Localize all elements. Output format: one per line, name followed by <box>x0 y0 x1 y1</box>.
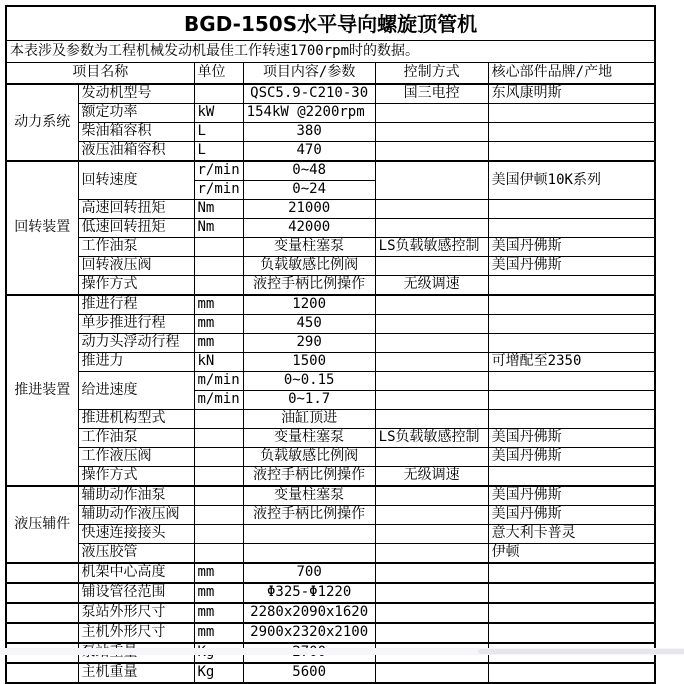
cell-unit: L <box>194 123 243 142</box>
cell-value: 负载敏感比例阀 <box>243 448 375 467</box>
cell-value: 700 <box>243 563 375 583</box>
cell-brand <box>488 410 655 429</box>
cell-item: 柴油箱容积 <box>78 123 194 142</box>
cell-control <box>375 544 488 564</box>
col-header-item-name: 项目名称 <box>6 63 194 85</box>
cell-value: Φ325-Φ1220 <box>243 583 375 603</box>
cell-unit <box>194 429 243 448</box>
cell-item: 回转液压阀 <box>78 257 194 276</box>
table-row <box>6 84 655 104</box>
cell-item: 液压胶管 <box>78 544 194 564</box>
cell-brand <box>488 123 655 142</box>
cell-brand <box>488 583 655 603</box>
cell-unit <box>194 410 243 429</box>
cell-unit: mm <box>194 603 243 623</box>
table-note: 本表涉及参数为工程机械发动机最佳工作转速1700rpm时的数据。 <box>6 41 655 63</box>
cell-group-label <box>6 603 78 623</box>
cell-brand <box>488 219 655 238</box>
cell-control <box>375 623 488 643</box>
cell-item: 操作方式 <box>78 467 194 487</box>
cell-unit <box>194 544 243 564</box>
cell-value <box>243 544 375 564</box>
cell-brand: 东风康明斯 <box>488 84 655 104</box>
cell-control <box>375 161 488 200</box>
cell-unit: L <box>194 142 243 162</box>
cell-item: 辅助动作液压阀 <box>78 506 194 525</box>
cell-control <box>375 448 488 467</box>
table-row <box>6 200 655 219</box>
cell-item: 机架中心高度 <box>78 563 194 583</box>
col-header-control: 控制方式 <box>375 63 488 85</box>
table-row <box>6 544 655 564</box>
cell-item: 推进机构型式 <box>78 410 194 429</box>
cell-value: QSC5.9-C210-30 <box>243 84 375 104</box>
table-row <box>6 142 655 162</box>
cell-group-label: 回转装置 <box>6 161 78 295</box>
cell-unit <box>194 276 243 296</box>
cell-item: 单步推进行程 <box>78 315 194 334</box>
cell-brand <box>488 623 655 643</box>
cell-value: 470 <box>243 142 375 162</box>
cell-brand <box>488 295 655 315</box>
cell-control <box>375 525 488 544</box>
cell-brand <box>488 200 655 219</box>
cell-unit: r/min <box>194 161 243 181</box>
cell-value: 液控手柄比例操作 <box>243 467 375 487</box>
cell-unit: mm <box>194 334 243 353</box>
cell-item: 推进行程 <box>78 295 194 315</box>
cell-brand <box>488 276 655 296</box>
cell-brand <box>488 467 655 487</box>
cell-control <box>375 563 488 583</box>
table-row <box>6 663 655 683</box>
cell-unit: kN <box>194 353 243 372</box>
table-row <box>6 525 655 544</box>
cell-value: 5600 <box>243 663 375 683</box>
cell-unit: mm <box>194 563 243 583</box>
col-header-unit: 单位 <box>194 63 243 85</box>
cell-group-label: 动力系统 <box>6 84 78 161</box>
cell-unit: m/min <box>194 372 243 391</box>
cell-control <box>375 353 488 372</box>
cell-unit: mm <box>194 295 243 315</box>
cell-control <box>375 315 488 334</box>
cell-unit <box>194 238 243 257</box>
table-row <box>6 603 655 623</box>
cell-brand: 美国伊顿10K系列 <box>488 161 655 200</box>
cell-item: 泵站外形尺寸 <box>78 603 194 623</box>
cell-brand <box>488 603 655 623</box>
cell-item: 操作方式 <box>78 276 194 296</box>
spec-sheet <box>5 5 656 684</box>
cell-unit <box>194 506 243 525</box>
cell-group-label <box>6 563 78 583</box>
table-row <box>6 506 655 525</box>
table-row <box>6 315 655 334</box>
cell-value: 变量柱塞泵 <box>243 429 375 448</box>
cell-item: 主机重量 <box>78 663 194 683</box>
cell-control <box>375 123 488 142</box>
table-row <box>6 448 655 467</box>
cell-item: 液压油箱容积 <box>78 142 194 162</box>
cell-control: LS负载敏感控制 <box>375 429 488 448</box>
page-title: BGD-150S水平导向螺旋顶管机 <box>6 6 655 41</box>
cell-value: 液控手柄比例操作 <box>243 506 375 525</box>
cell-brand <box>488 104 655 123</box>
cell-value: 290 <box>243 334 375 353</box>
cell-group-label <box>6 623 78 643</box>
cell-item: 快速连接接头 <box>78 525 194 544</box>
table-row <box>6 123 655 142</box>
cell-unit: mm <box>194 583 243 603</box>
cell-value: 450 <box>243 315 375 334</box>
cell-control <box>375 295 488 315</box>
spec-table <box>5 5 656 684</box>
cell-item: 发动机型号 <box>78 84 194 104</box>
cell-item: 工作油泵 <box>78 238 194 257</box>
cell-value: 380 <box>243 123 375 142</box>
cell-unit <box>194 525 243 544</box>
cell-group-label: 液压辅件 <box>6 486 78 563</box>
cell-brand: 美国丹佛斯 <box>488 429 655 448</box>
cell-item: 主机外形尺寸 <box>78 623 194 643</box>
cell-control <box>375 506 488 525</box>
cell-unit: kW <box>194 104 243 123</box>
cell-value: 0~24 <box>243 181 375 200</box>
cell-brand: 美国丹佛斯 <box>488 486 655 506</box>
cell-brand <box>488 142 655 162</box>
cell-value: 0~1.7 <box>243 391 375 410</box>
table-row <box>6 295 655 315</box>
cell-control <box>375 486 488 506</box>
cell-value: 2900x2320x2100 <box>243 623 375 643</box>
cell-value: 42000 <box>243 219 375 238</box>
table-row <box>6 238 655 257</box>
table-row <box>6 486 655 506</box>
cell-unit: Nm <box>194 219 243 238</box>
table-row <box>6 104 655 123</box>
cell-value: 液控手柄比例操作 <box>243 276 375 296</box>
cell-control <box>375 583 488 603</box>
cell-value: 油缸顶进 <box>243 410 375 429</box>
cell-item: 回转速度 <box>78 161 194 200</box>
table-row <box>6 429 655 448</box>
cell-control <box>375 663 488 683</box>
cell-brand: 伊顿 <box>488 544 655 564</box>
cell-value: 0~0.15 <box>243 372 375 391</box>
cell-control <box>375 219 488 238</box>
cell-item: 动力头浮动行程 <box>78 334 194 353</box>
cell-item: 工作油泵 <box>78 429 194 448</box>
cell-brand: 美国丹佛斯 <box>488 238 655 257</box>
cell-group-label <box>6 583 78 603</box>
cell-control <box>375 257 488 276</box>
cell-control <box>375 603 488 623</box>
col-header-content: 项目内容/参数 <box>243 63 375 85</box>
cell-unit <box>194 486 243 506</box>
cell-control <box>375 410 488 429</box>
cell-brand <box>488 372 655 391</box>
cell-control: 无级调速 <box>375 276 488 296</box>
cell-item: 辅助动作油泵 <box>78 486 194 506</box>
cell-item: 低速回转扭矩 <box>78 219 194 238</box>
cell-value: 负载敏感比例阀 <box>243 257 375 276</box>
table-row <box>6 161 655 181</box>
table-row <box>6 276 655 296</box>
table-row <box>6 410 655 429</box>
cell-brand <box>488 315 655 334</box>
cell-control: 国三电控 <box>375 84 488 104</box>
horizontal-scrollbar-thumb[interactable] <box>478 649 684 654</box>
cell-unit <box>194 257 243 276</box>
cell-unit <box>194 467 243 487</box>
table-row <box>6 257 655 276</box>
cell-control <box>375 391 488 410</box>
cell-item: 给进速度 <box>78 372 194 410</box>
cell-brand: 可增配至2350 <box>488 353 655 372</box>
cell-unit: mm <box>194 315 243 334</box>
cell-group-label <box>6 663 78 683</box>
horizontal-scrollbar-track[interactable] <box>0 648 684 655</box>
cell-brand <box>488 663 655 683</box>
cell-value <box>243 525 375 544</box>
cell-brand: 美国丹佛斯 <box>488 257 655 276</box>
table-row <box>6 467 655 487</box>
cell-value: 1200 <box>243 295 375 315</box>
title-row <box>6 6 655 41</box>
table-row <box>6 353 655 372</box>
header-row <box>6 63 655 85</box>
table-row <box>6 583 655 603</box>
cell-control <box>375 200 488 219</box>
cell-value: 变量柱塞泵 <box>243 238 375 257</box>
cell-brand <box>488 563 655 583</box>
cell-brand: 美国丹佛斯 <box>488 506 655 525</box>
cell-unit: m/min <box>194 391 243 410</box>
cell-control <box>375 142 488 162</box>
cell-value: 21000 <box>243 200 375 219</box>
cell-item: 铺设管径范围 <box>78 583 194 603</box>
cell-brand <box>488 391 655 410</box>
cell-control <box>375 372 488 391</box>
table-row <box>6 372 655 391</box>
cell-value: 0~48 <box>243 161 375 181</box>
cell-brand <box>488 334 655 353</box>
cell-unit: r/min <box>194 181 243 200</box>
cell-brand: 意大利卡普灵 <box>488 525 655 544</box>
cell-brand: 美国丹佛斯 <box>488 448 655 467</box>
cell-value: 154kW @2200rpm <box>243 104 375 123</box>
table-row <box>6 563 655 583</box>
cell-control <box>375 104 488 123</box>
cell-item: 高速回转扭矩 <box>78 200 194 219</box>
cell-control: 无级调速 <box>375 467 488 487</box>
cell-value: 1500 <box>243 353 375 372</box>
cell-unit: Nm <box>194 200 243 219</box>
col-header-brand: 核心部件品牌/产地 <box>488 63 655 85</box>
table-row <box>6 623 655 643</box>
note-row <box>6 41 655 63</box>
cell-value: 变量柱塞泵 <box>243 486 375 506</box>
cell-item: 工作液压阀 <box>78 448 194 467</box>
cell-unit <box>194 448 243 467</box>
cell-item: 额定功率 <box>78 104 194 123</box>
table-row <box>6 334 655 353</box>
cell-item: 推进力 <box>78 353 194 372</box>
cell-unit <box>194 84 243 104</box>
cell-group-label: 推进装置 <box>6 295 78 486</box>
cell-control: LS负载敏感控制 <box>375 238 488 257</box>
cell-unit: Kg <box>194 663 243 683</box>
table-row <box>6 219 655 238</box>
cell-value: 2280x2090x1620 <box>243 603 375 623</box>
cell-unit: mm <box>194 623 243 643</box>
cell-control <box>375 334 488 353</box>
